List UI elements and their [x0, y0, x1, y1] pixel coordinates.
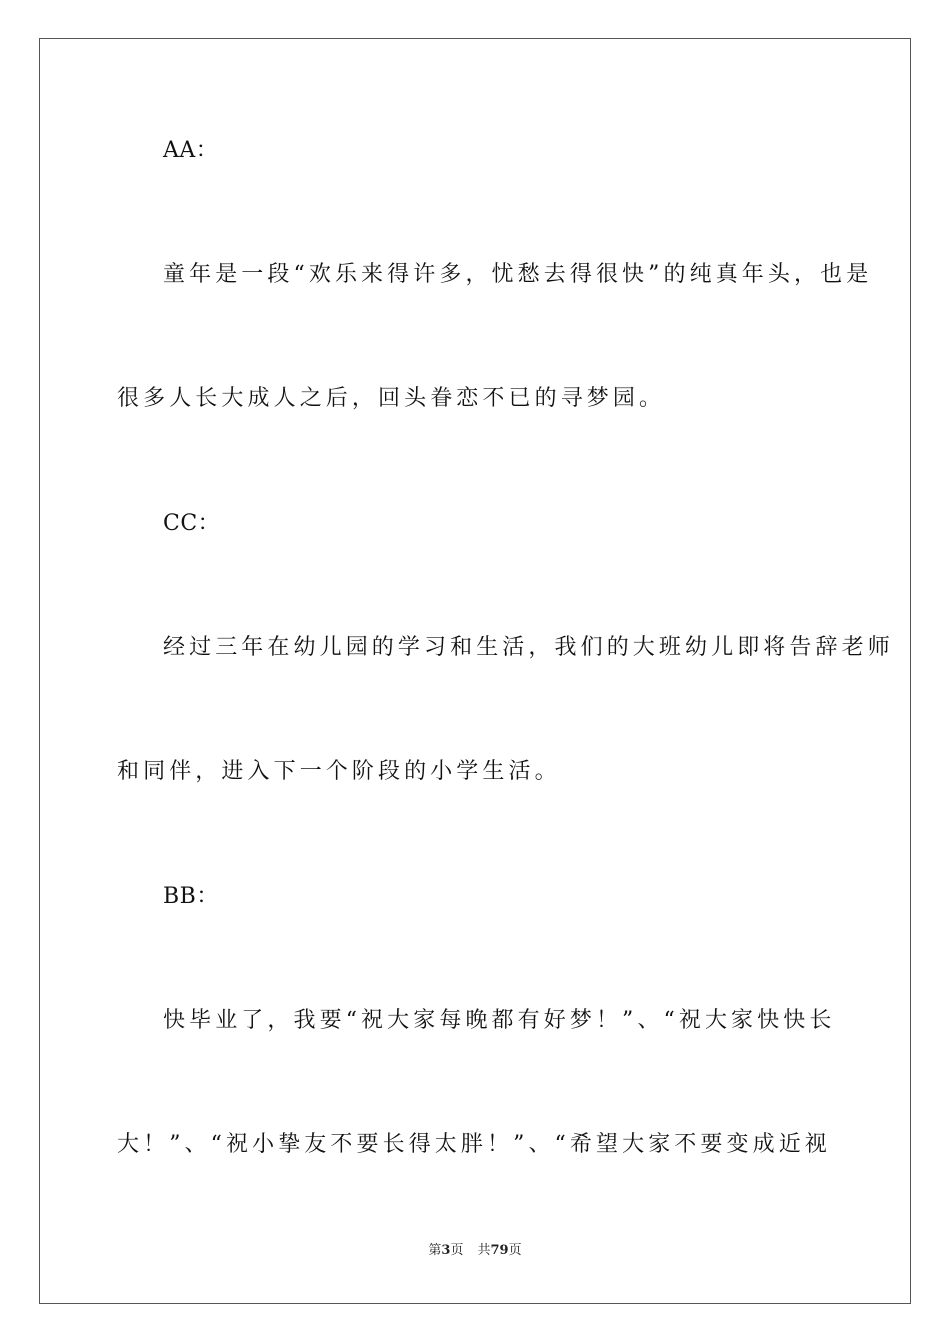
paragraph-3-line-2: 大！”、“祝小挚友不要长得太胖！”、“希望大家不要变成近视	[117, 1132, 831, 1157]
paragraph-1-line-1: 童年是一段“欢乐来得许多，忧愁去得很快”的纯真年头，也是	[163, 262, 873, 287]
speaker-label-bb: BB：	[163, 884, 219, 909]
page-frame	[39, 38, 911, 1304]
footer-total-pages: 79	[490, 1243, 509, 1258]
footer-total-prefix: 共	[477, 1243, 491, 1258]
page-footer	[0, 1242, 950, 1260]
footer-total-suffix: 页	[508, 1243, 522, 1258]
speaker-label-aa: AA：	[163, 138, 219, 163]
paragraph-2-line-2: 和同伴，进入下一个阶段的小学生活。	[117, 759, 561, 784]
footer-page-prefix: 第	[428, 1243, 442, 1258]
speaker-label-cc: CC：	[163, 511, 221, 536]
footer-page-number: 3	[441, 1243, 451, 1258]
footer-page-suffix: 页	[450, 1243, 464, 1258]
paragraph-2-line-1: 经过三年在幼儿园的学习和生活，我们的大班幼儿即将告辞老师	[163, 635, 894, 660]
paragraph-1-line-2: 很多人长大成人之后，回头眷恋不已的寻梦园。	[117, 386, 666, 411]
paragraph-3-line-1: 快毕业了，我要“祝大家每晚都有好梦！”、“祝大家快快长	[163, 1008, 836, 1033]
